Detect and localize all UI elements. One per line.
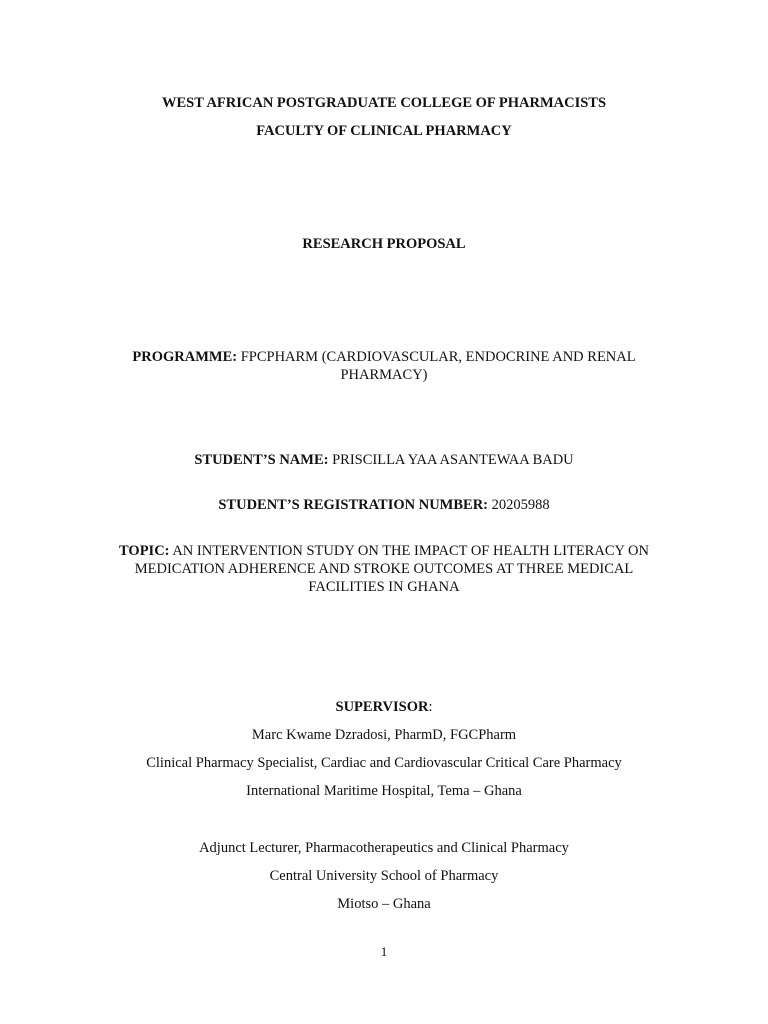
supervisor-location-2: Miotso – Ghana: [337, 896, 431, 912]
supervisor-institution-2: Central University School of Pharmacy: [269, 868, 499, 884]
programme-value: FPCPHARM (CARDIOVASCULAR, ENDOCRINE AND RENAL PHARMACY): [240, 349, 636, 383]
supervisor-label: SUPERVISOR: [335, 699, 429, 715]
supervisor-name: Marc Kwame Dzradosi, PharmD, FGCPharm: [251, 727, 517, 743]
programme-label: PROGRAMME:: [132, 349, 238, 365]
topic-value: AN INTERVENTION STUDY ON THE IMPACT OF HEALTH LITERACY ON MEDICATION ADHERENCE AND STROKE OUTCOMES AT THREE MEDICAL FACILITIES IN GHANA: [134, 543, 649, 595]
supervisor-role-2: Adjunct Lecturer, Pharmacotherapeutics and Clinical Pharmacy: [199, 840, 569, 856]
supervisor-colon: :: [428, 699, 433, 715]
document-type: RESEARCH PROPOSAL: [302, 236, 466, 252]
student-name: [0, 451, 768, 469]
registration-number: [0, 496, 768, 514]
college-name: WEST AFRICAN POSTGRADUATE COLLEGE OF PHARMACISTS: [161, 95, 607, 111]
topic-label: TOPIC:: [119, 543, 170, 559]
student-name-label: STUDENT’S NAME:: [194, 452, 329, 468]
registration-value: 20205988: [491, 497, 550, 513]
programme: [104, 348, 664, 384]
page-number: 1: [380, 944, 388, 959]
supervisor-heading: [0, 698, 768, 716]
faculty-name: FACULTY OF CLINICAL PHARMACY: [256, 123, 512, 139]
supervisor-role-1: Clinical Pharmacy Specialist, Cardiac and Cardiovascular Critical Care Pharmacy: [146, 755, 622, 771]
registration-label: STUDENT’S REGISTRATION NUMBER:: [218, 497, 488, 513]
student-name-value: PRISCILLA YAA ASANTEWAA BADU: [332, 452, 574, 468]
supervisor-institution-1: International Maritime Hospital, Tema – Ghana: [246, 783, 522, 799]
topic: [104, 542, 664, 596]
